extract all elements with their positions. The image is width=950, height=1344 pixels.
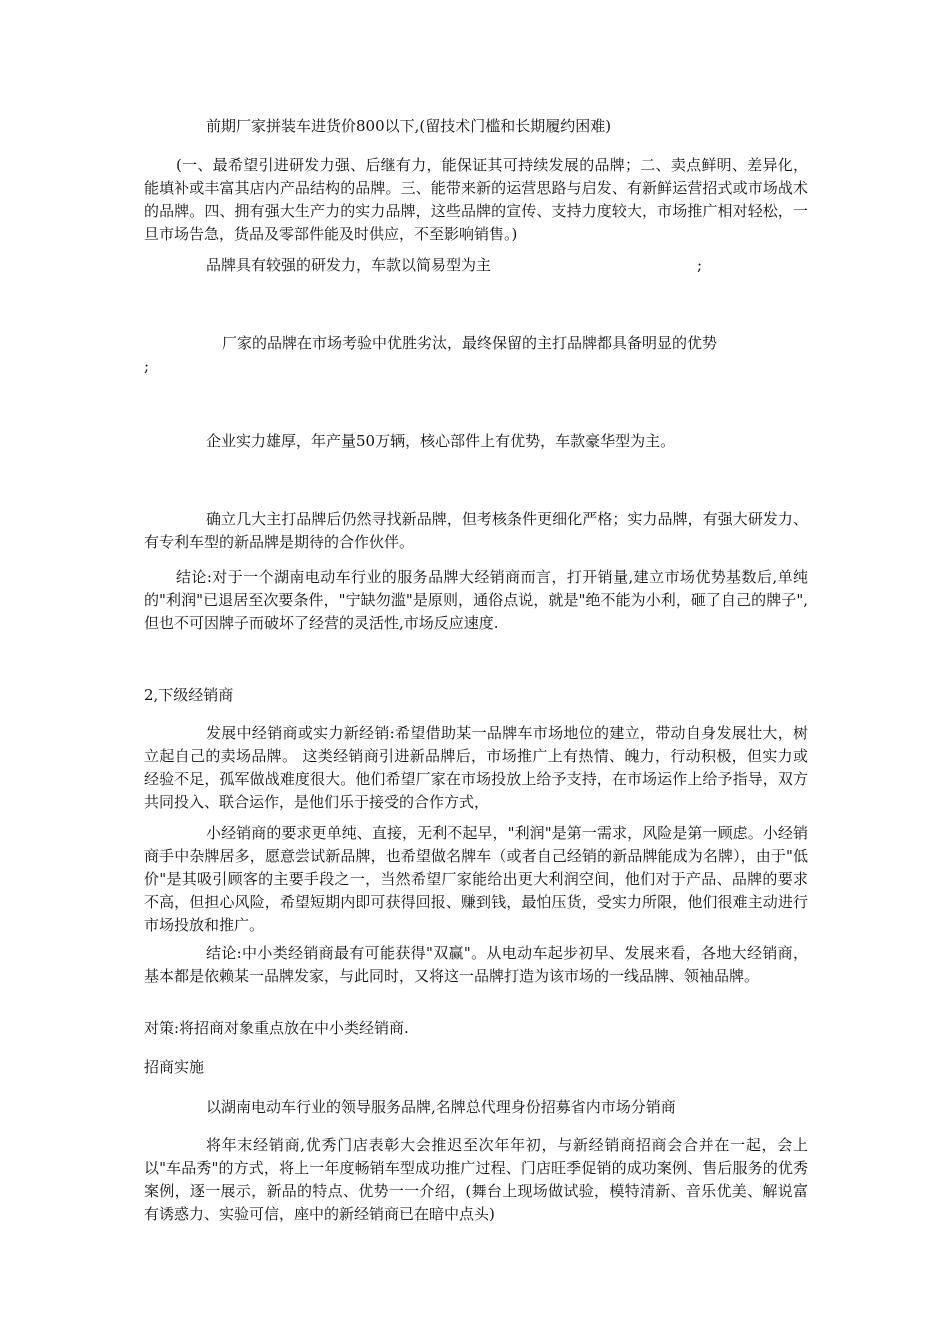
paragraph-small-dealers: 小经销商的要求更单纯、直接，无利不起早，"利润"是第一需求，风险是第一顾虑。小经销商手中杂牌居多，愿意尝试新品牌，也希望做名牌车（或者自己经销的新品牌能成为名牌），由于"低价"是其吸引顾客的主要手段之一，当然希望厂家能给出更大利润空间，他们对于产品、品牌的要求不高，但担心风险，希望短期内即可获得回报、赚到钱，最怕压货，受实力所限，他们很难主动进行市场投放和推广。	[144, 824, 808, 934]
paragraph-conclusion-2: 结论:中小类经销商最有可能获得"双赢"。从电动车起步初早、发展来看，各地大经销商，基本都是依赖某一品牌发家，与此同时，又将这一品牌打造为该市场的一线品牌、领袖品牌。	[144, 944, 808, 985]
paragraph-conclusion-1: 结论:对于一个湖南电动车行业的服务品牌大经销商而言，打开销量,建立市场优势基数后,单纯的"利润"已退居至次要条件，"宁缺勿滥"是原则，通俗点说，就是"绝不能为小利，砸了自己的牌子",但也不可因牌子而破坏了经营的灵活性,市场反应速度.	[144, 568, 808, 632]
paragraph-annual-meeting: 将年末经销商,优秀门店表彰大会推迟至次年年初，与新经销商招商会合并在一起，会上以"车品秀"的方式，将上一年度畅销车型成功推广过程、门店旺季促销的成功案例、售后服务的优秀案例，逐一展示，新品的特点、优势一一介绍，(舞台上现场做试验，模特清新、音乐优美、解说富有诱惑力、实验可信，座中的新经销商已在暗中点头)	[144, 1136, 808, 1223]
paragraph-enterprise-strength: 企业实力雄厚，年产量50万辆，核心部件上有优势，车款豪华型为主。	[206, 432, 676, 450]
paragraph-brand-preferences: (一、最希望引进研发力强、后继有力，能保证其可持续发展的品牌；二、卖点鲜明、差异化，能填补或丰富其店内产品结构的品牌。三、能带来新的运营思路与启发、有新鲜运营招式或市场战术的品牌。四、拥有强大生产力的实力品牌，这些品牌的宣传、支持力度较大，市场推广相对轻松，一旦市场告急，货品及零部件能及时供应，不至影响销售。)	[144, 156, 808, 243]
paragraph-developing-dealers: 发展中经销商或实力新经销:希望借助某一品牌车市场地位的建立，带动自身发展壮大，树立起自己的卖场品牌。 这类经销商引进新品牌后，市场推广上有热情、魄力，行动积极，但实力或经验不足，孤军做战难度很大。他们希望厂家在市场投放上给予支持，在市场运作上给予指导，双方共同投入、联合运作，是他们乐于接受的合作方式，	[144, 724, 808, 811]
heading-implementation: 招商实施	[144, 1058, 205, 1076]
heading-sub-dealers: 2,下级经销商	[144, 686, 234, 704]
survival-semicolon: ;	[144, 357, 150, 375]
paragraph-strategy: 对策:将招商对象重点放在中小类经销商.	[144, 1019, 409, 1037]
survival-text: 厂家的品牌在市场考验中优胜劣汰，最终保留的主打品牌都具备明显的优势	[222, 334, 718, 352]
paragraph-new-brands: 确立几大主打品牌后仍然寻找新品牌，但考核条件更细化严格；实力品牌，有强大研发力、有专利车型的新品牌是期待的合作伙伴。	[144, 510, 808, 551]
paragraph-purchase-price: 前期厂家拼装车进货价800以下,(留技术门槛和长期履约困难)	[206, 117, 612, 135]
paragraph-survival-of-fittest	[144, 332, 808, 378]
brand-rd-text: 品牌具有较强的研发力，车款以简易型为主	[206, 256, 492, 274]
brand-rd-semicolon: ;	[697, 256, 703, 274]
paragraph-brand-rd	[144, 254, 808, 277]
paragraph-recruitment: 以湖南电动车行业的领导服务品牌,名牌总代理身份招募省内市场分销商	[206, 1098, 676, 1116]
